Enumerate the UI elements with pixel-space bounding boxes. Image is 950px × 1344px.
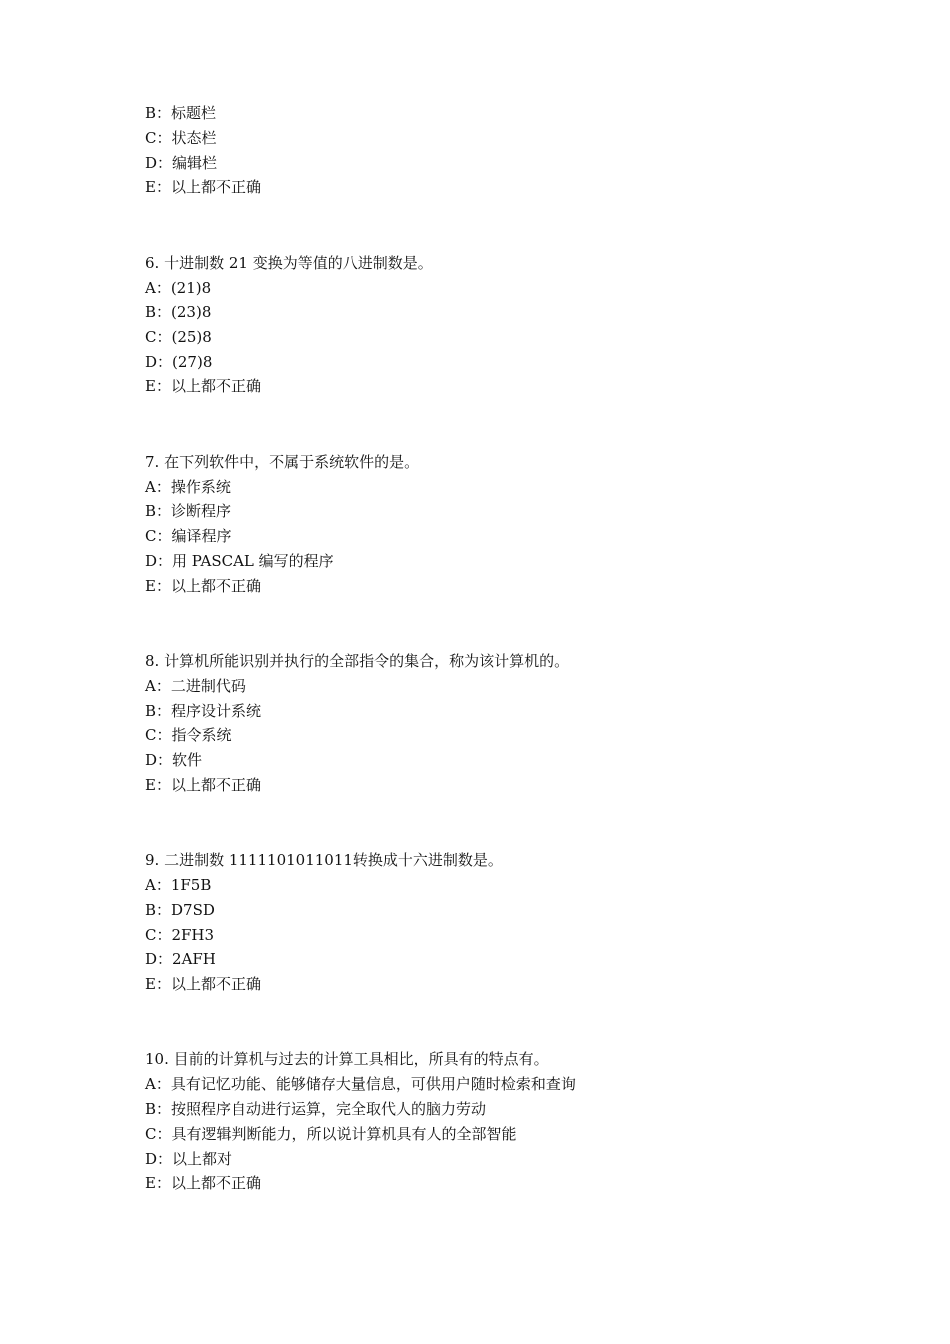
option-line: A：二进制代码: [145, 677, 246, 695]
option-line: C：(25)8: [145, 328, 212, 346]
question-stem: 8. 计算机所能识别并执行的全部指令的集合，称为该计算机的。: [145, 652, 570, 670]
option-line: E：以上都不正确: [145, 577, 261, 595]
option-line: C：指令系统: [145, 726, 232, 744]
option-line: A：操作系统: [145, 478, 231, 496]
option-line: E：以上都不正确: [145, 178, 261, 196]
option-line: A：(21)8: [145, 279, 212, 297]
option-line: B：标题栏: [145, 104, 217, 122]
option-line: A：1F5B: [145, 876, 212, 894]
option-line: E：以上都不正确: [145, 975, 261, 993]
option-line: C：状态栏: [145, 129, 217, 147]
option-line: D：编辑栏: [145, 154, 218, 172]
option-line: E：以上都不正确: [145, 377, 261, 395]
option-line: D：2AFH: [145, 950, 216, 968]
option-line: C：具有逻辑判断能力，所以说计算机具有人的全部智能: [145, 1125, 517, 1143]
option-line: B：(23)8: [145, 303, 212, 321]
option-line: C：编译程序: [145, 527, 232, 545]
option-line: B：程序设计系统: [145, 702, 262, 720]
option-line: B：按照程序自动进行运算，完全取代人的脑力劳动: [145, 1100, 487, 1118]
option-line: D：以上都对: [145, 1150, 233, 1168]
option-line: D：软件: [145, 751, 203, 769]
option-line: E：以上都不正确: [145, 1174, 261, 1192]
option-line: C：2FH3: [145, 926, 215, 944]
option-line: D：(27)8: [145, 353, 213, 371]
option-line: B：诊断程序: [145, 502, 232, 520]
question-stem: 9. 二进制数 1111101011011转换成十六进制数是。: [145, 851, 503, 869]
option-line: D：用 PASCAL 编写的程序: [145, 552, 334, 570]
option-line: B：D7SD: [145, 901, 215, 919]
question-stem: 6. 十进制数 21 变换为等值的八进制数是。: [145, 254, 433, 272]
option-line: A：具有记忆功能、能够储存大量信息，可供用户随时检索和查询: [145, 1075, 576, 1093]
question-stem: 10. 目前的计算机与过去的计算工具相比，所具有的特点有。: [145, 1050, 549, 1068]
question-stem: 7. 在下列软件中，不属于系统软件的是。: [145, 453, 420, 471]
option-line: E：以上都不正确: [145, 776, 261, 794]
